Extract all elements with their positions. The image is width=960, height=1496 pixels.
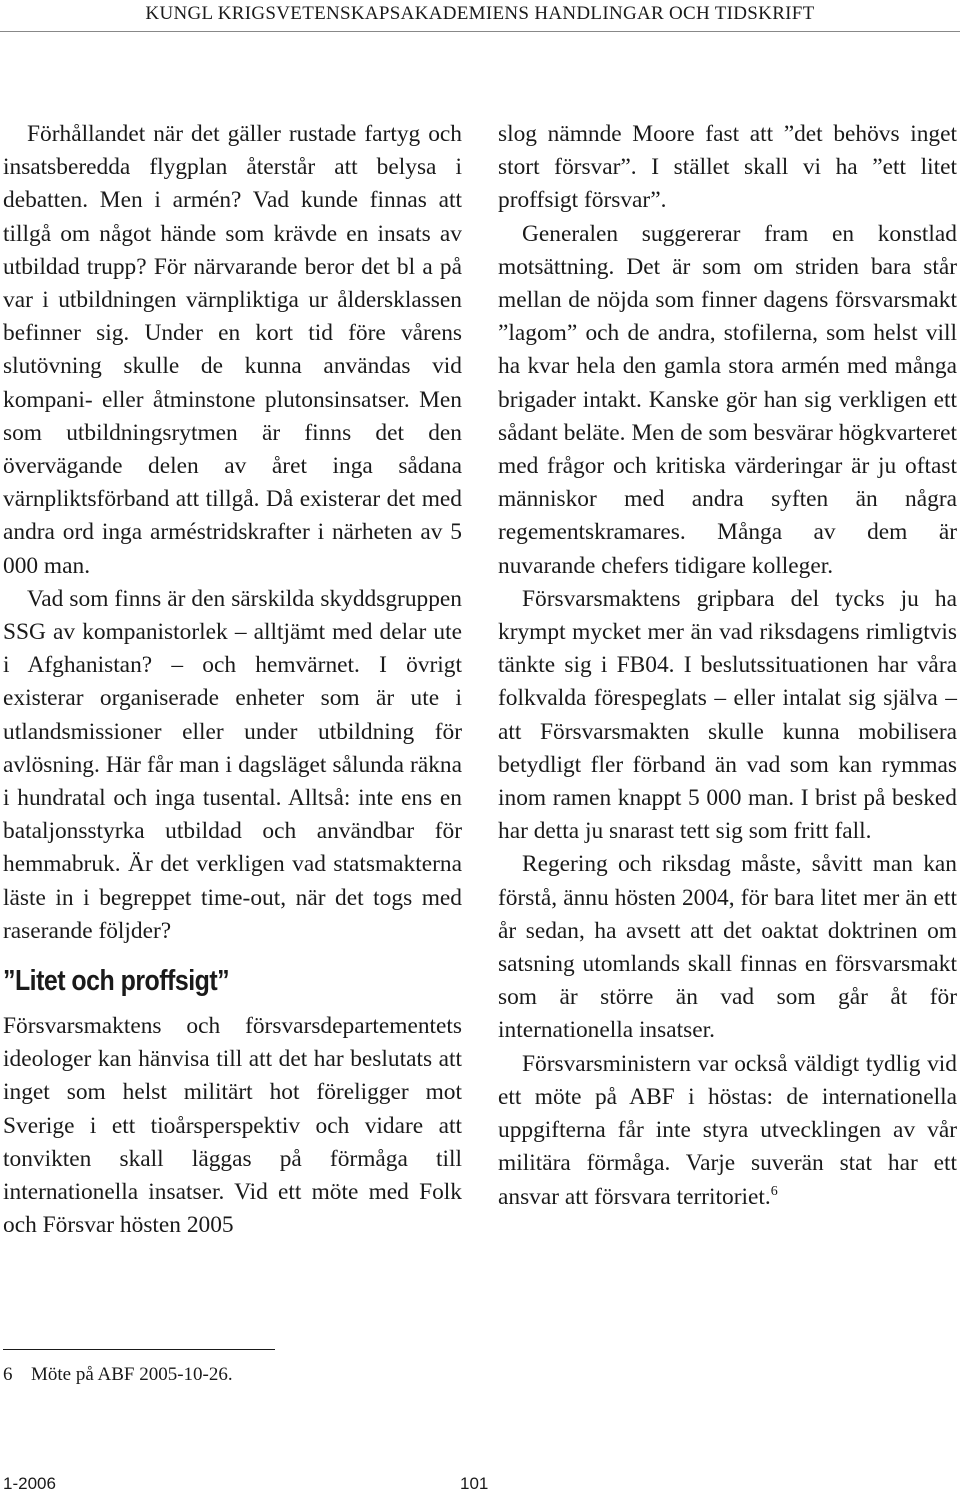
paragraph: Generalen suggererar fram en konstlad motsättning. Det är som om striden bara står mellan de nöjda som finner dagens försvarsmakt ”lagom” och de andra, stofilerna, som helst vill ha kvar hela den gamla stora armén med många brigader intakt. Kanske gör han sig verkligen ett sådant beläte. Men de som besvärar högkvarteret med frågor och kritiska värderingar är ju oftast människor med andra syften än några regementskramares. Många av dem är nuvarande chefers tidigare kolleger. [498, 220, 957, 579]
paragraph: Försvarsmaktens gripbara del tycks ju ha krympt mycket mer än vad riksdagens rimligtvis tänkte sig i FB04. I beslutssituationen har våra folkvalda förespeglats – eller intalat sig själva – att Försvarsmakten skulle kunna mobilisera betydligt fler förband än vad som kan rymmas inom ramen knappt 5 000 man. I brist på besked har detta ju snarast tett sig som fritt fall. [498, 585, 957, 845]
paragraph: Försvarsmaktens och försvarsdepartementets ideologer kan hänvisa till att det har beslutats att inget som helst militärt hot föreligger mot Sverige i ett tioårsperspektiv och vidare att tonvikten skall läggas på förmåga till internationella insatser. Vid ett möte med Folk och Försvar hösten 2005 [3, 1013, 462, 1239]
footnote-reference[interactable]: 6 [770, 1183, 778, 1199]
section-heading: ”Litet och proffsigt” [3, 965, 230, 998]
paragraph: slog nämnde Moore fast att ”det behövs inget stort försvar”. I stället skall vi ha ”ett litet proffsigt försvar”. [498, 121, 957, 214]
footnote [3, 1362, 233, 1388]
paragraph-text: Försvarsministern var också väldigt tydlig vid ett möte på ABF i höstas: de internationella uppgifterna får inte styra utvecklingen av vår militära förmåga. Varje suverän stat har ett ansvar att försvara territoriet. [498, 1050, 957, 1210]
page-number: 101 [460, 1474, 489, 1493]
left-column [3, 118, 462, 1243]
paragraph-with-footnote [498, 1048, 957, 1214]
footnote-text: Möte på ABF 2005-10-26. [31, 1364, 233, 1385]
issue-label: 1-2006 [3, 1474, 56, 1493]
right-column [498, 118, 957, 1214]
footnote-number: 6 [3, 1364, 13, 1385]
paragraph: Förhållandet när det gäller rustade fartyg och insatsberedda flygplan återstår att belysa i debatten. Men i armén? Vad kunde finnas att tillgå om något hände som krävde en insats av utbildad trupp? För närvarande beror det bl a på var i utbildningen värnpliktiga ur åldersklassen befinner sig. Under en kort tid före vårens slutövning skulle de kunna användas vid kompani- eller åtminstone plutonsinsatser. Men som utbildningsrytmen är finns det den övervägande delen av året inga sådana värnpliktsförband att tillgå. Då existerar det med andra ord inga arméstridskrafter i närheten av 5 000 man. [3, 121, 462, 579]
footnote-rule [3, 1349, 275, 1350]
running-head: KUNGL KRIGSVETENSKAPSAKADEMIENS HANDLINGAR OCH TIDSKRIFT [145, 3, 815, 24]
paragraph: Regering och riksdag måste, såvitt man kan förstå, ännu hösten 2004, för bara litet mer än ett år sedan, ha avsett att det oaktat doktrinen om satsning utomlands skall finnas en försvarsmakt som är större än vad som går åt för internationella insatser. [498, 851, 957, 1044]
paragraph: Vad som finns är den särskilda skyddsgruppen SSG av kompanistorlek – alltjämt med delar ute i Afghanistan? – och hemvärnet. I övrigt existerar organiserade enheter som är ute i utlandsmissioner eller under utbildning för avlösning. Här får man i dagsläget sålunda räkna i hundratal och inga tusental. Alltså: inte ens en bataljonsstyrka utbildad och användbar för hemmabruk. Är det verkligen vad statsmakterna läste in i begreppet time-out, när det togs med raserande följder? [3, 585, 462, 944]
header-rule [0, 31, 960, 32]
